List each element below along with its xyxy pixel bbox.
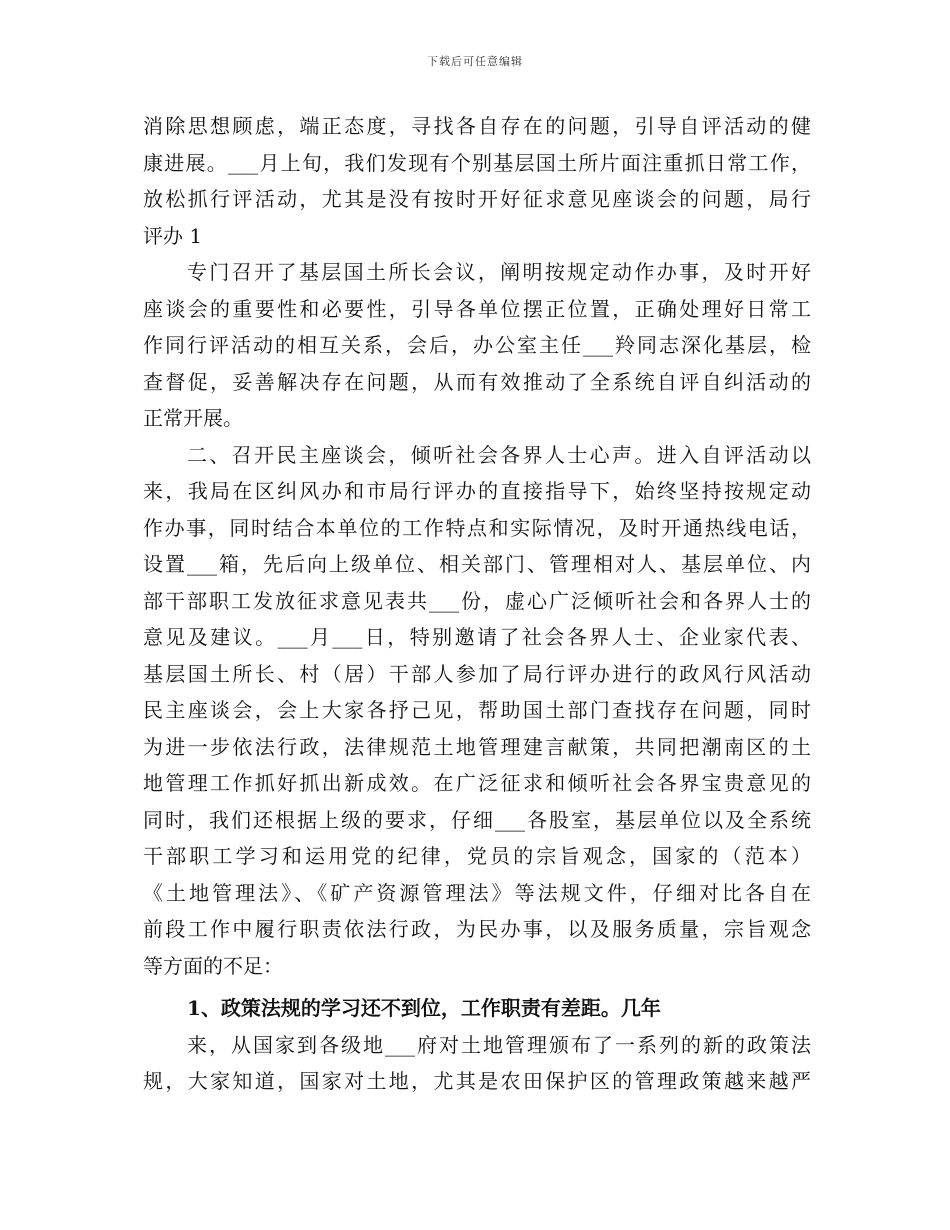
text-line: 意见及建议。___月___日，特别邀请了社会各界人士、企业家代表、 xyxy=(143,625,811,649)
text-line: 座谈会的重要性和必要性，引导各单位摆正位置，正确处理好日常工 xyxy=(143,296,811,321)
text-line: 地管理工作抓好抓出新成效。在广泛征求和倾听社会各界宝贵意见的 xyxy=(143,771,811,795)
text-line: 设置___箱，先后向上级单位、相关部门、管理相对人、基层单位、内 xyxy=(143,552,811,576)
text-line: 干部职工学习和运用党的纪律，党员的宗旨观念，国家的（范本） xyxy=(143,844,811,868)
section-heading: 1、政策法规的学习还不到位，工作职责有差距。几年 xyxy=(187,996,661,1020)
text-line: 消除思想顾虑，端正态度，寻找各自存在的问题，引导自评活动的健 xyxy=(143,114,811,138)
text-line: 前段工作中履行职责依法行政，为民办事，以及服务质量，宗旨观念 xyxy=(143,917,811,941)
text-line: 来，我局在区纠风办和市局行评办的直接指导下，始终坚持按规定动 xyxy=(143,479,811,503)
text-line: 基层国土所长、村（居）干部人参加了局行评办进行的政风行风活动 xyxy=(143,661,811,686)
text-line: 作同行评活动的相互关系，会后，办公室主任___羚同志深化基层，检 xyxy=(143,333,811,357)
text-line: 作办事，同时结合本单位的工作特点和实际情况，及时开通热线电话， xyxy=(143,515,811,540)
text-line: 评办 1 xyxy=(143,223,203,248)
text-line: 来，从国家到各级地___府对土地管理颁布了一系列的新的政策法 xyxy=(187,1032,811,1057)
text-line: 《土地管理法》、《矿产资源管理法》等法规文件，仔细对比各自在 xyxy=(143,880,811,905)
text-line: 部干部职工发放征求意见表共___份，虚心广泛倾听社会和各界人士的 xyxy=(143,588,811,613)
page-header: 下载后可任意编辑 xyxy=(427,55,523,68)
text-line: 放松抓行评活动，尤其是没有按时开好征求意见座谈会的问题，局行 xyxy=(143,187,811,211)
text-line: 民主座谈会，会上大家各抒己见，帮助国土部门查找存在问题，同时 xyxy=(143,698,811,722)
text-line: 查督促，妥善解决存在问题，从而有效推动了全系统自评自纠活动的 xyxy=(143,369,811,394)
text-line: 等方面的不足： xyxy=(143,953,283,978)
text-line: 为进一步依法行政，法律规范土地管理建言献策，共同把潮南区的土 xyxy=(143,734,811,759)
text-line: 二、召开民主座谈会，倾听社会各界人士心声。进入自评活动以 xyxy=(187,442,811,467)
text-line: 正常开展。 xyxy=(143,406,243,430)
text-line: 专门召开了基层国土所长会议，阐明按规定动作办事，及时开好 xyxy=(187,260,811,284)
text-line: 同时，我们还根据上级的要求，仔细___各股室，基层单位以及全系统 xyxy=(143,807,811,832)
text-line: 规，大家知道，国家对土地，尤其是农田保护区的管理政策越来越严 xyxy=(143,1069,811,1093)
text-line: 康进展。___月上旬，我们发现有个别基层国土所片面注重抓日常工作， xyxy=(143,150,811,175)
document-body xyxy=(143,108,811,1100)
